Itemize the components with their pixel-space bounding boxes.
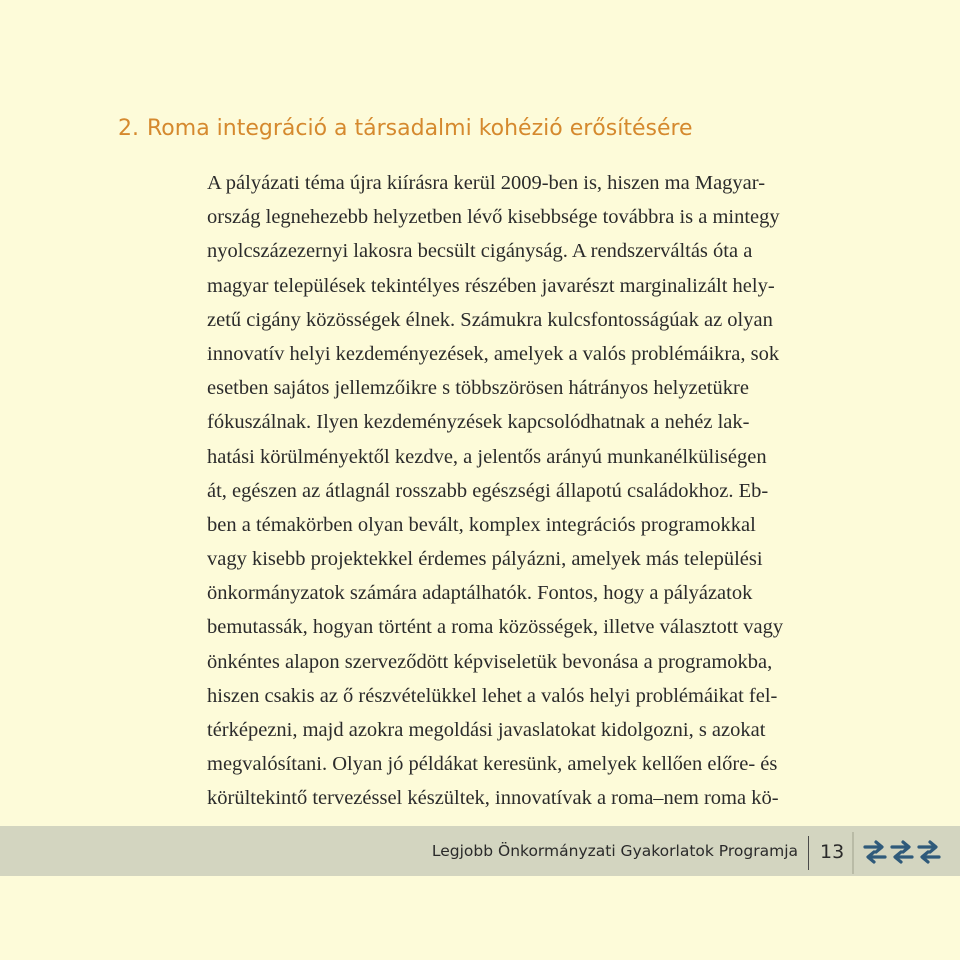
body-line: zetű cigány közösségek élnek. Számukra kulcsfontosságúak az olyan xyxy=(207,308,773,331)
footer-divider xyxy=(808,836,809,870)
body-line: bemutassák, hogyan történt a roma közösségek, illetve választott vagy xyxy=(207,616,784,639)
section-heading xyxy=(118,116,693,141)
body-line: fókuszálnak. Ilyen kezdeményzések kapcsolódhatnak a nehéz lak- xyxy=(207,411,750,434)
page-number: 13 xyxy=(820,841,845,863)
body-line: nyolcszázezernyi lakosra becsült cigányság. A rendszerváltás óta a xyxy=(207,240,753,263)
body-paragraph xyxy=(207,166,867,816)
body-line: megvalósítani. Olyan jó példákat keresünk, amelyek kellően előre- és xyxy=(207,753,778,776)
body-line: át, egészen az átlagnál rosszabb egészségi állapotú családokhoz. Eb- xyxy=(207,479,769,502)
body-line: körültekintő tervezéssel készültek, innovatívak a roma–nem roma kö- xyxy=(207,787,779,810)
section-title: Roma integráció a társadalmi kohézió erősítésére xyxy=(147,116,693,141)
footer-band xyxy=(0,826,960,876)
section-number: 2. xyxy=(118,116,139,141)
body-line: esetben sajátos jellemzőikre s többszörösen hátrányos helyzetükre xyxy=(207,377,749,400)
body-line: önkormányzatok számára adaptálhatók. Fontos, hogy a pályázatok xyxy=(207,582,753,605)
body-line: ben a témakörben olyan bevált, komplex integrációs programokkal xyxy=(207,513,756,536)
body-line: hatási körülményektől kezdve, a jelentős arányú munkanélküliségen xyxy=(207,445,767,468)
body-line: ország legnehezebb helyzetben lévő kisebbsége továbbra is a mintegy xyxy=(207,206,780,229)
exchange-arrows-icon xyxy=(862,838,942,866)
body-line: innovatív helyi kezdeményezések, amelyek a valós problémáikra, sok xyxy=(207,342,780,365)
body-line: hiszen csakis az ő részvételükkel lehet a valós helyi problémáikat fel- xyxy=(207,684,778,707)
body-line: vagy kisebb projektekkel érdemes pályázni, amelyek más települési xyxy=(207,548,763,571)
body-line: magyar települések tekintélyes részében javarészt marginalizált hely- xyxy=(207,274,775,297)
body-line: A pályázati téma újra kiírásra kerül 2009-ben is, hiszen ma Magyar- xyxy=(207,172,766,194)
program-name: Legjobb Önkormányzati Gyakorlatok Programja xyxy=(431,842,798,860)
footer-divider xyxy=(852,832,854,874)
body-line: térképezni, majd azokra megoldási javaslatokat kidolgozni, s azokat xyxy=(207,719,766,741)
body-line: önkéntes alapon szerveződött képviseletük bevonása a programokba, xyxy=(207,650,773,673)
